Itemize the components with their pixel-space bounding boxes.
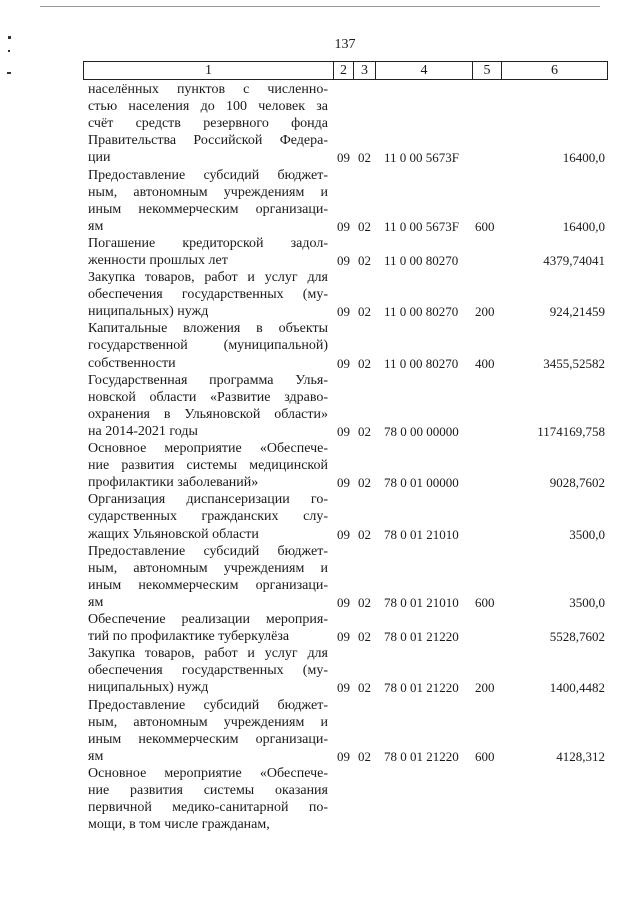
subchapter-code: 02 xyxy=(358,680,371,696)
scan-top-edge xyxy=(40,6,600,7)
description-line: Закупка товаров, работ и услуг для xyxy=(88,646,328,662)
description-line: ции xyxy=(88,150,111,166)
row-description xyxy=(88,235,328,269)
chapter-code: 09 xyxy=(337,150,350,166)
description-line: Государственная программа Улья- xyxy=(88,372,328,388)
header-col-5: 5 xyxy=(472,61,502,80)
subchapter-code: 02 xyxy=(358,594,371,610)
description-line: ным, автономным учреждениям и xyxy=(88,714,328,730)
description-line: Организация диспансеризации го- xyxy=(88,492,328,508)
subchapter-code: 02 xyxy=(358,475,371,491)
description-line: счёт средств резервного фонда xyxy=(88,116,328,132)
row-description xyxy=(88,697,328,765)
target-article-code: 78 0 01 00000 xyxy=(384,475,459,491)
subchapter-code: 02 xyxy=(358,218,371,234)
row-description xyxy=(88,765,328,833)
row-description xyxy=(88,320,328,371)
description-line: ным, автономным учреждениям и xyxy=(88,560,328,576)
header-col-3: 3 xyxy=(353,61,376,80)
row-description xyxy=(88,81,328,166)
description-line: Капитальные вложения в объекты xyxy=(88,321,328,337)
description-line: ям xyxy=(88,218,104,234)
subchapter-code: 02 xyxy=(358,252,371,268)
target-article-code: 78 0 01 21010 xyxy=(384,526,459,542)
target-article-code: 78 0 01 21220 xyxy=(384,748,459,764)
description-line: первичной медико-санитарной по- xyxy=(88,800,328,816)
description-line: ным, автономным учреждениям и xyxy=(88,184,328,200)
table-row xyxy=(0,491,640,542)
header-col-1: 1 xyxy=(83,61,334,80)
expense-type-code: 600 xyxy=(475,594,495,610)
header-col-2: 2 xyxy=(333,61,354,80)
table-row xyxy=(0,372,640,440)
row-description xyxy=(88,543,328,611)
row-description xyxy=(88,440,328,491)
row-description xyxy=(88,372,328,440)
table-row xyxy=(0,765,640,833)
table-row xyxy=(0,440,640,491)
expense-type-code: 200 xyxy=(475,304,495,320)
target-article-code: 78 0 01 21220 xyxy=(384,680,459,696)
amount: 1400,4482 xyxy=(549,680,605,696)
chapter-code: 09 xyxy=(337,218,350,234)
amount: 1174169,758 xyxy=(537,423,605,439)
description-line: населённых пунктов с численно- xyxy=(88,82,328,97)
expense-type-code: 600 xyxy=(475,748,495,764)
subchapter-code: 02 xyxy=(358,423,371,439)
row-description xyxy=(88,645,328,696)
description-line: Закупка товаров, работ и услуг для xyxy=(88,270,328,286)
chapter-code: 09 xyxy=(337,594,350,610)
description-line: профилактики заболеваний» xyxy=(88,475,259,491)
row-description xyxy=(88,491,328,542)
description-line: охранения в Ульяновской области» xyxy=(88,406,328,422)
chapter-code: 09 xyxy=(337,355,350,371)
chapter-code: 09 xyxy=(337,629,350,645)
description-line: сударственных гражданских слу- xyxy=(88,509,328,525)
table-row xyxy=(0,543,640,611)
description-line: собственности xyxy=(88,355,176,371)
subchapter-code: 02 xyxy=(358,355,371,371)
row-description xyxy=(88,611,328,645)
description-line: стью населения до 100 человек за xyxy=(88,99,328,115)
description-line: ниципальных) нужд xyxy=(88,304,209,320)
description-line: иным некоммерческим организаци- xyxy=(88,201,328,217)
subchapter-code: 02 xyxy=(358,526,371,542)
description-line: мощи, в том числе гражданам, xyxy=(88,817,270,833)
chapter-code: 09 xyxy=(337,526,350,542)
description-line: жащих Ульяновской области xyxy=(88,526,259,542)
row-description xyxy=(88,269,328,320)
description-line: иным некоммерческим организаци- xyxy=(88,577,328,593)
target-article-code: 11 0 00 5673F xyxy=(384,150,459,166)
description-line: государственной (муниципальной) xyxy=(88,338,328,354)
amount: 4379,74041 xyxy=(543,252,605,268)
description-line: Обеспечение реализации мероприя- xyxy=(88,612,328,628)
chapter-code: 09 xyxy=(337,304,350,320)
amount: 9028,7602 xyxy=(549,475,605,491)
amount: 3455,52582 xyxy=(543,355,605,371)
header-col-6: 6 xyxy=(501,61,608,80)
description-line: ние развития системы оказания xyxy=(88,783,328,799)
table-row xyxy=(0,167,640,235)
subchapter-code: 02 xyxy=(358,629,371,645)
chapter-code: 09 xyxy=(337,423,350,439)
description-line: Погашение кредиторской задол- xyxy=(88,235,328,251)
chapter-code: 09 xyxy=(337,252,350,268)
table-row xyxy=(0,269,640,320)
target-article-code: 11 0 00 80270 xyxy=(384,355,459,371)
chapter-code: 09 xyxy=(337,748,350,764)
target-article-code: 11 0 00 80270 xyxy=(384,304,459,320)
target-article-code: 11 0 00 80270 xyxy=(384,252,459,268)
description-line: обеспечения государственных (му- xyxy=(88,287,328,303)
description-line: Основное мероприятие «Обеспече- xyxy=(88,441,328,457)
amount: 924,21459 xyxy=(549,304,605,320)
row-description xyxy=(88,167,328,235)
amount: 3500,0 xyxy=(569,526,605,542)
description-line: Предоставление субсидий бюджет- xyxy=(88,167,328,183)
description-line: ям xyxy=(88,594,104,610)
table-row xyxy=(0,611,640,645)
subchapter-code: 02 xyxy=(358,304,371,320)
subchapter-code: 02 xyxy=(358,748,371,764)
description-line: Основное мероприятие «Обеспече- xyxy=(88,766,328,781)
description-line: тий по профилактике туберкулёза xyxy=(88,629,290,645)
table-row xyxy=(0,81,640,167)
description-line: ние развития системы медицинской xyxy=(88,458,328,474)
page-number: 137 xyxy=(334,37,356,52)
expense-type-code: 200 xyxy=(475,680,495,696)
header-col-4: 4 xyxy=(375,61,473,80)
description-line: обеспечения государственных (му- xyxy=(88,663,328,679)
amount: 16400,0 xyxy=(562,150,605,166)
table-row xyxy=(0,697,640,765)
expense-type-code: 400 xyxy=(475,355,495,371)
description-line: женности прошлых лет xyxy=(88,252,228,268)
description-line: на 2014-2021 годы xyxy=(88,423,198,439)
description-line: Предоставление субсидий бюджет- xyxy=(88,543,328,559)
table-row xyxy=(0,320,640,371)
description-line: иным некоммерческим организаци- xyxy=(88,731,328,747)
description-line: Предоставление субсидий бюджет- xyxy=(88,697,328,713)
description-line: Правительства Российской Федера- xyxy=(88,133,328,149)
subchapter-code: 02 xyxy=(358,150,371,166)
table-row xyxy=(0,235,640,269)
target-article-code: 78 0 01 21220 xyxy=(384,629,459,645)
description-line: новской области «Развитие здраво- xyxy=(88,389,328,405)
target-article-code: 11 0 00 5673F xyxy=(384,218,459,234)
chapter-code: 09 xyxy=(337,680,350,696)
amount: 5528,7602 xyxy=(549,629,605,645)
amount: 16400,0 xyxy=(562,218,605,234)
target-article-code: 78 0 00 00000 xyxy=(384,423,459,439)
table-row xyxy=(0,645,640,696)
target-article-code: 78 0 01 21010 xyxy=(384,594,459,610)
scan-speck xyxy=(7,72,11,74)
expense-type-code: 600 xyxy=(475,218,495,234)
description-line: ям xyxy=(88,748,104,764)
chapter-code: 09 xyxy=(337,475,350,491)
amount: 4128,312 xyxy=(556,748,605,764)
amount: 3500,0 xyxy=(569,594,605,610)
description-line: ниципальных) нужд xyxy=(88,680,209,696)
